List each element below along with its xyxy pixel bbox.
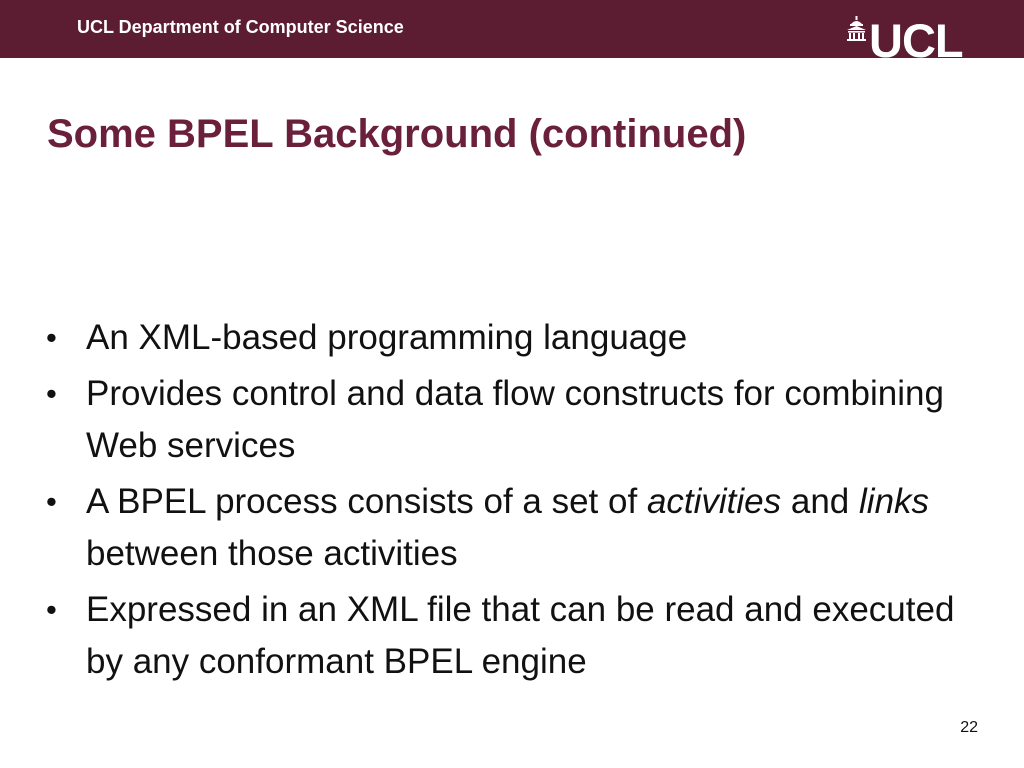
bullet-list xyxy=(46,312,976,692)
bullet-segment: A BPEL process consists of a set of xyxy=(86,482,647,521)
bullet-dot-icon: • xyxy=(46,592,57,627)
bullet-segment: Provides control and data flow constructs for combining Web services xyxy=(86,374,944,465)
ucl-logo xyxy=(844,14,994,58)
ucl-portico-logo-icon xyxy=(844,14,994,58)
slide-title: Some BPEL Background (continued) xyxy=(47,112,747,156)
bullet-text xyxy=(86,584,976,688)
bullet-dot-icon: • xyxy=(46,320,57,355)
bullet-emphasis: links xyxy=(859,482,930,521)
bullet-emphasis: activities xyxy=(646,482,782,521)
bullet-dot-icon: • xyxy=(46,376,57,411)
header-bar xyxy=(0,0,1024,58)
bullet-segment: An XML-based programming language xyxy=(86,318,688,357)
bullet-segment: and xyxy=(781,482,860,521)
bullet-item xyxy=(46,476,976,580)
svg-text:UCL: UCL xyxy=(869,14,963,58)
bullet-text xyxy=(86,312,976,364)
bullet-item xyxy=(46,584,976,688)
bullet-item xyxy=(46,312,976,364)
bullet-text xyxy=(86,368,976,472)
page-number: 22 xyxy=(960,719,978,736)
bullet-text xyxy=(86,476,976,580)
bullet-segment: between those activities xyxy=(86,534,458,573)
bullet-segment: Expressed in an XML file that can be read and executed by any conformant BPEL engine xyxy=(86,590,955,681)
bullet-dot-icon: • xyxy=(46,484,57,519)
bullet-item xyxy=(46,368,976,472)
department-label: UCL Department of Computer Science xyxy=(77,17,404,37)
